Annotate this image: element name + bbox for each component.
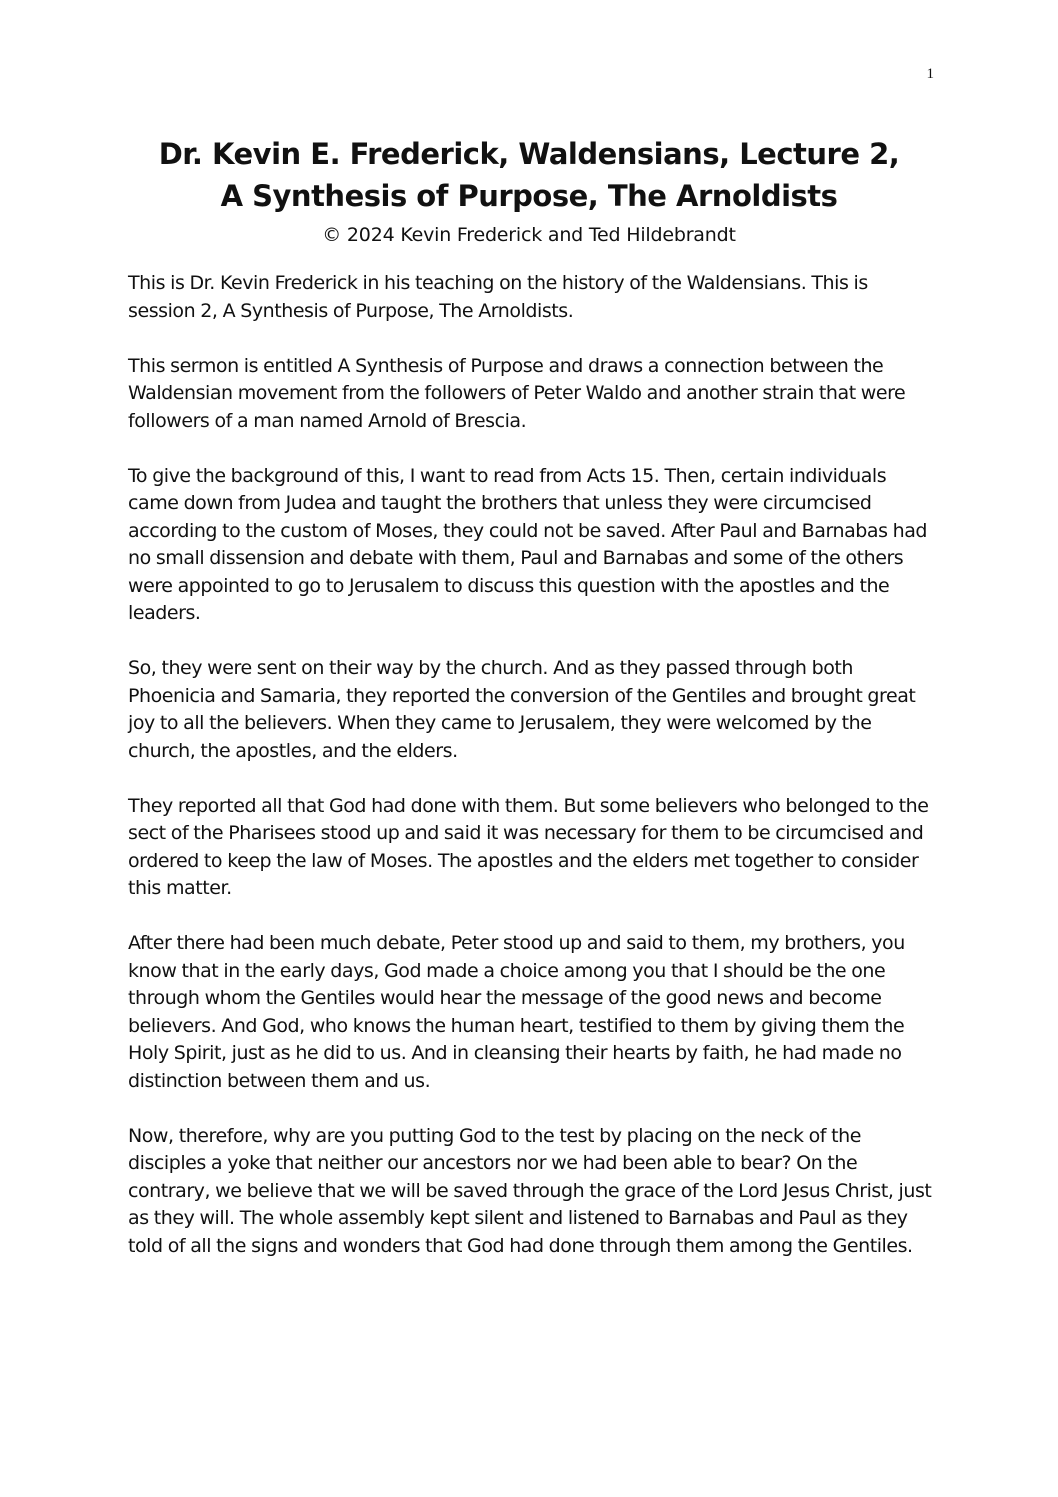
document-title <box>100 133 958 217</box>
paragraph-conclusion: Now, therefore, why are you putting God to the test by placing on the neck of the disciples a yoke that neither our ancestors nor we had been able to bear? On the contrary, we believe that we will be saved through the grace of the Lord Jesus Christ, just as they will. The whole assembly kept silent and listened to Barnabas and Paul as they told of all the signs and wonders that God had done through them among the Gentiles. <box>128 1124 932 1257</box>
transcript-body <box>128 270 933 1288</box>
paragraph-peter-speech: After there had been much debate, Peter stood up and said to them, my brothers, you know that in the early days, God made a choice among you that I should be the one through whom the Gentiles would hear the message of the good news and become believers. And God, who knows the human heart, testified to them by giving them the Holy Spirit, just as he did to us. And in cleansing their hearts by faith, he had made no distinction between them and us. <box>128 932 905 1092</box>
paragraph-journey: So, they were sent on their way by the church. And as they passed through both Phoenicia and Samaria, they reported the conversion of the Gentiles and brought great joy to all the believers. When they came to Jerusalem, they were welcomed by the church, the apostles, and the elders. <box>128 657 916 762</box>
paragraph-pharisees: They reported all that God had done with them. But some believers who belonged to the sect of the Pharisees stood up and said it was necessary for them to be circumcised and ordered to keep the law of Moses. The apostles and the elders met together to consider this matter. <box>128 794 929 899</box>
title-line-1: Dr. Kevin E. Frederick, Waldensians, Lecture 2, <box>158 137 900 171</box>
paragraph-intro: This is Dr. Kevin Frederick in his teaching on the history of the Waldensians. This is session 2, A Synthesis of Purpose, The Arnoldists. <box>128 272 868 322</box>
paragraph-sermon-overview: This sermon is entitled A Synthesis of Purpose and draws a connection between the Waldensian movement from the followers of Peter Waldo and another strain that were followers of a man named Arnold of Brescia. <box>128 354 906 432</box>
paragraph-acts-15-reading: To give the background of this, I want to read from Acts 15. Then, certain individuals came down from Judea and taught the brothers that unless they were circumcised according to the custom of Moses, they could not be saved. After Paul and Barnabas had no small dissension and debate with them, Paul and Barnabas and some of the others were appointed to go to Jerusalem to discuss this question with the apostles and the leaders. <box>128 464 928 624</box>
page-number: 1 <box>926 66 934 82</box>
copyright-line: © 2024 Kevin Frederick and Ted Hildebrandt <box>322 224 736 246</box>
title-line-2: A Synthesis of Purpose, The Arnoldists <box>220 179 838 213</box>
